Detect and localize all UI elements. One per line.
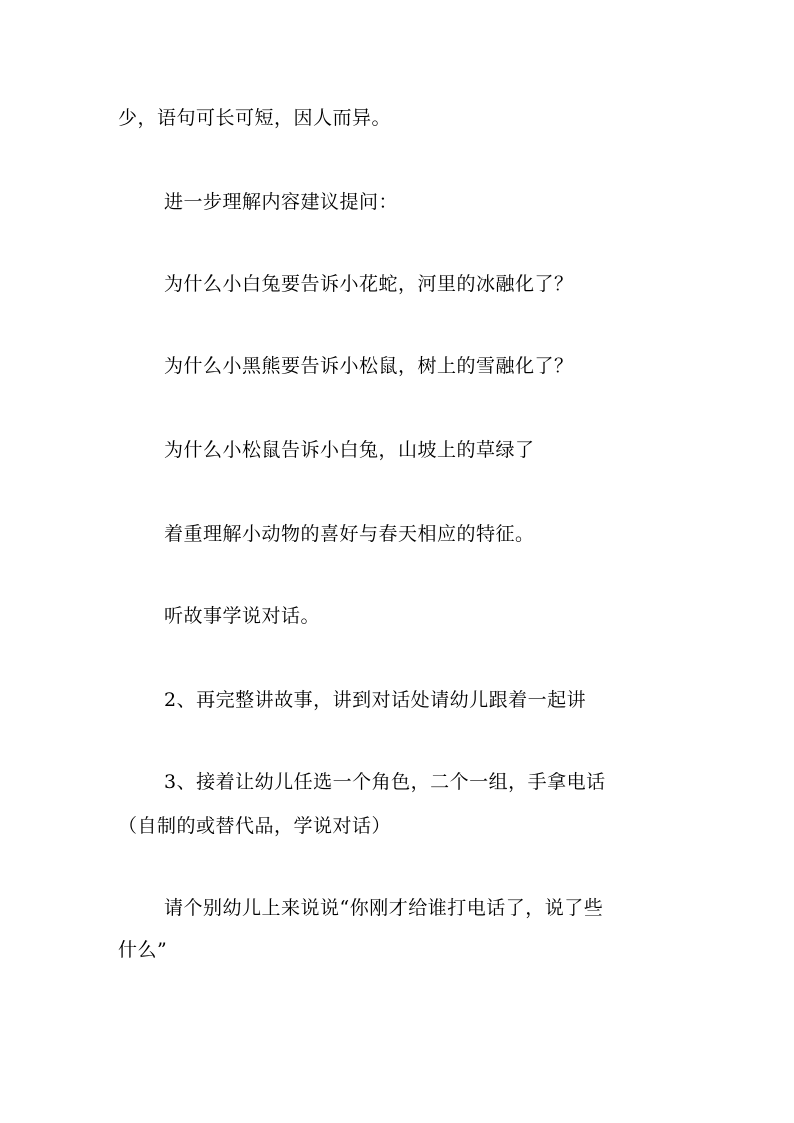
paragraph-line-4: 听故事学说对话。 bbox=[164, 605, 321, 627]
step-line-3: 3、接着让幼儿任选一个角色，二个一组，手拿电话 bbox=[164, 771, 606, 793]
question-line-2: 为什么小黑熊要告诉小松鼠，树上的雪融化了？ bbox=[164, 355, 574, 377]
paragraph-line-5-continuation: 什么” bbox=[118, 939, 168, 961]
paragraph-line-2: 进一步理解内容建议提问： bbox=[164, 191, 399, 213]
question-line-3: 为什么小松鼠告诉小白兔，山坡上的草绿了 bbox=[164, 439, 535, 461]
step-line-3-continuation: （自制的或替代品，学说对话） bbox=[118, 815, 392, 837]
paragraph-line-5: 请个别幼儿上来说说“你刚才给谁打电话了，说了些 bbox=[164, 897, 604, 919]
paragraph-line-3: 着重理解小动物的喜好与春天相应的特征。 bbox=[164, 523, 535, 545]
step-line-2: 2、再完整讲故事，讲到对话处请幼儿跟着一起讲 bbox=[164, 689, 587, 711]
paragraph-line-1: 少，语句可长可短，因人而异。 bbox=[118, 107, 392, 129]
question-line-1: 为什么小白兔要告诉小花蛇，河里的冰融化了？ bbox=[164, 273, 574, 295]
